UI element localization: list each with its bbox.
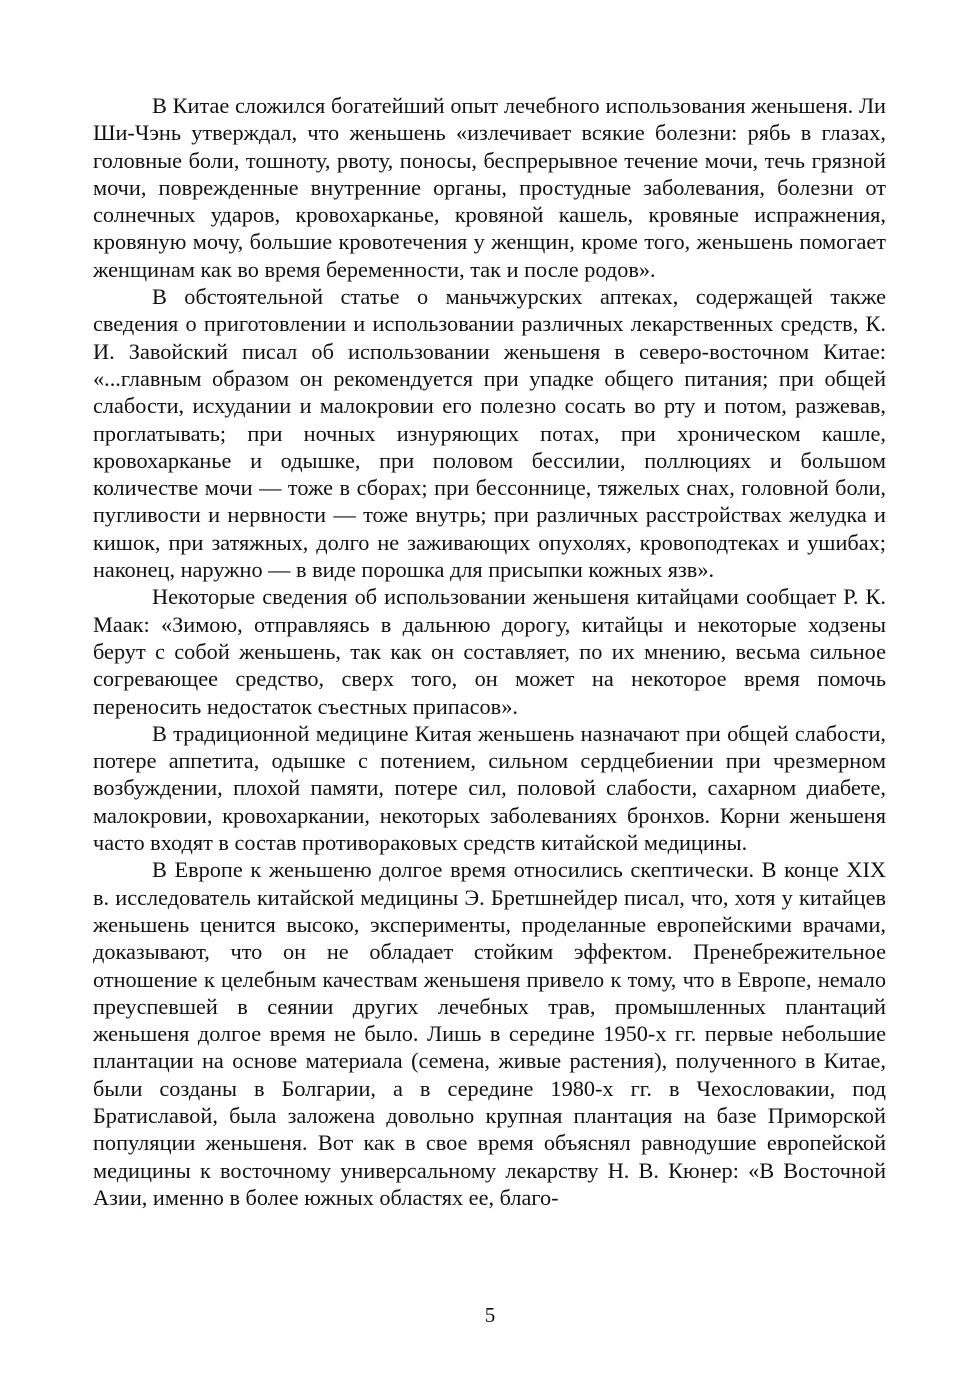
body-text [93, 92, 886, 1211]
paragraph-traditional-medicine: В традиционной медицине Китая женьшень назначают при общей слабости, потере аппетита, одышке с потением, сильном сердцебиении при чрезмерном возбуждении, плохой памяти, потере сил, половой слабости, сахарном диабете, малокровии, кровохаркании, некоторых заболеваниях бронхов. Корни женьшеня часто входят в состав противораковых средств китайской медицины. [93, 720, 886, 856]
page-number: 5 [484, 1303, 496, 1327]
paragraph-zavoisky-article: В обстоятельной статье о маньчжурских аптеках, содержащей также сведения о приготовлении и использовании различных лекарственных средств, К. И. Завойский писал об использовании женьшеня в северо-восточном Китае: «...главным образом он рекомендуется при упадке общего питания; при общей слабости, исхудании и малокровии его полезно сосать во рту и потом, разжевав, проглатывать; при ночных изнуряющих потах, при хроническом кашле, кровохарканье и одышке, при половом бессилии, поллюциях и большом количестве мочи — тоже в сборах; при бессоннице, тяжелых снах, головной боли, пугливости и нервности — тоже внутрь; при различных расстройствах желудка и кишок, при затяжных, долго не заживающих опухолях, кровоподтеках и ушибах; наконец, наружно — в виде порошка для присыпки кожных язв». [93, 284, 886, 583]
paragraph-europe-skepticism: В Европе к женьшеню долгое время относились скептически. В конце XIX в. исследователь китайской медицины Э. Бретшнейдер писал, что, хотя у китайцев женьшень ценится высоко, эксперименты, проделанные европейскими врачами, доказывают, что он не обладает стойким эффектом. Пренебрежительное отношение к целебным качествам женьшеня привело к тому, что в Европе, немало преуспевшей в сеянии других лечебных трав, промышленных плантаций женьшеня долгое время не было. Лишь в середине 1950-х гг. первые небольшие плантации на основе материала (семена, живые растения), полученного в Китае, были созданы в Болгарии, а в середине 1980-х гг. в Чехословакии, под Братиславой, была заложена довольно крупная плантация на базе Приморской популяции женьшеня. Вот как в свое время объяснял равнодушие европейской медицины к восточному универсальному лекарству Н. В. Кюнер: «В Восточной Азии, именно в более южных областях ее, благо- [93, 857, 886, 1210]
paragraph-maak-report: Некоторые сведения об использовании женьшеня китайцами сообщает Р. К. Маак: «Зимою, отправляясь в дальнюю дорогу, китайцы и некоторые ходзены берут с собой женьшень, так как он составляет, по их мнению, весьма сильное согревающее средство, сверх того, он может на некоторое время помочь переносить недостаток съестных припасов». [93, 584, 886, 719]
paragraph-china-experience: В Китае сложился богатейший опыт лечебного использования женьшеня. Ли Ши-Чэнь утверждал, что женьшень «излечивает всякие болезни: рябь в глазах, головные боли, тошноту, рвоту, поносы, беспрерывное течение мочи, течь грязной мочи, поврежденные внутренние органы, простудные заболевания, болезни от солнечных ударов, кровохарканье, кровяной кашель, кровяные испражнения, кровяную мочу, большие кровотечения у женщин, кроме того, женьшень помогает женщинам как во время беременности, так и после родов». [93, 93, 886, 282]
